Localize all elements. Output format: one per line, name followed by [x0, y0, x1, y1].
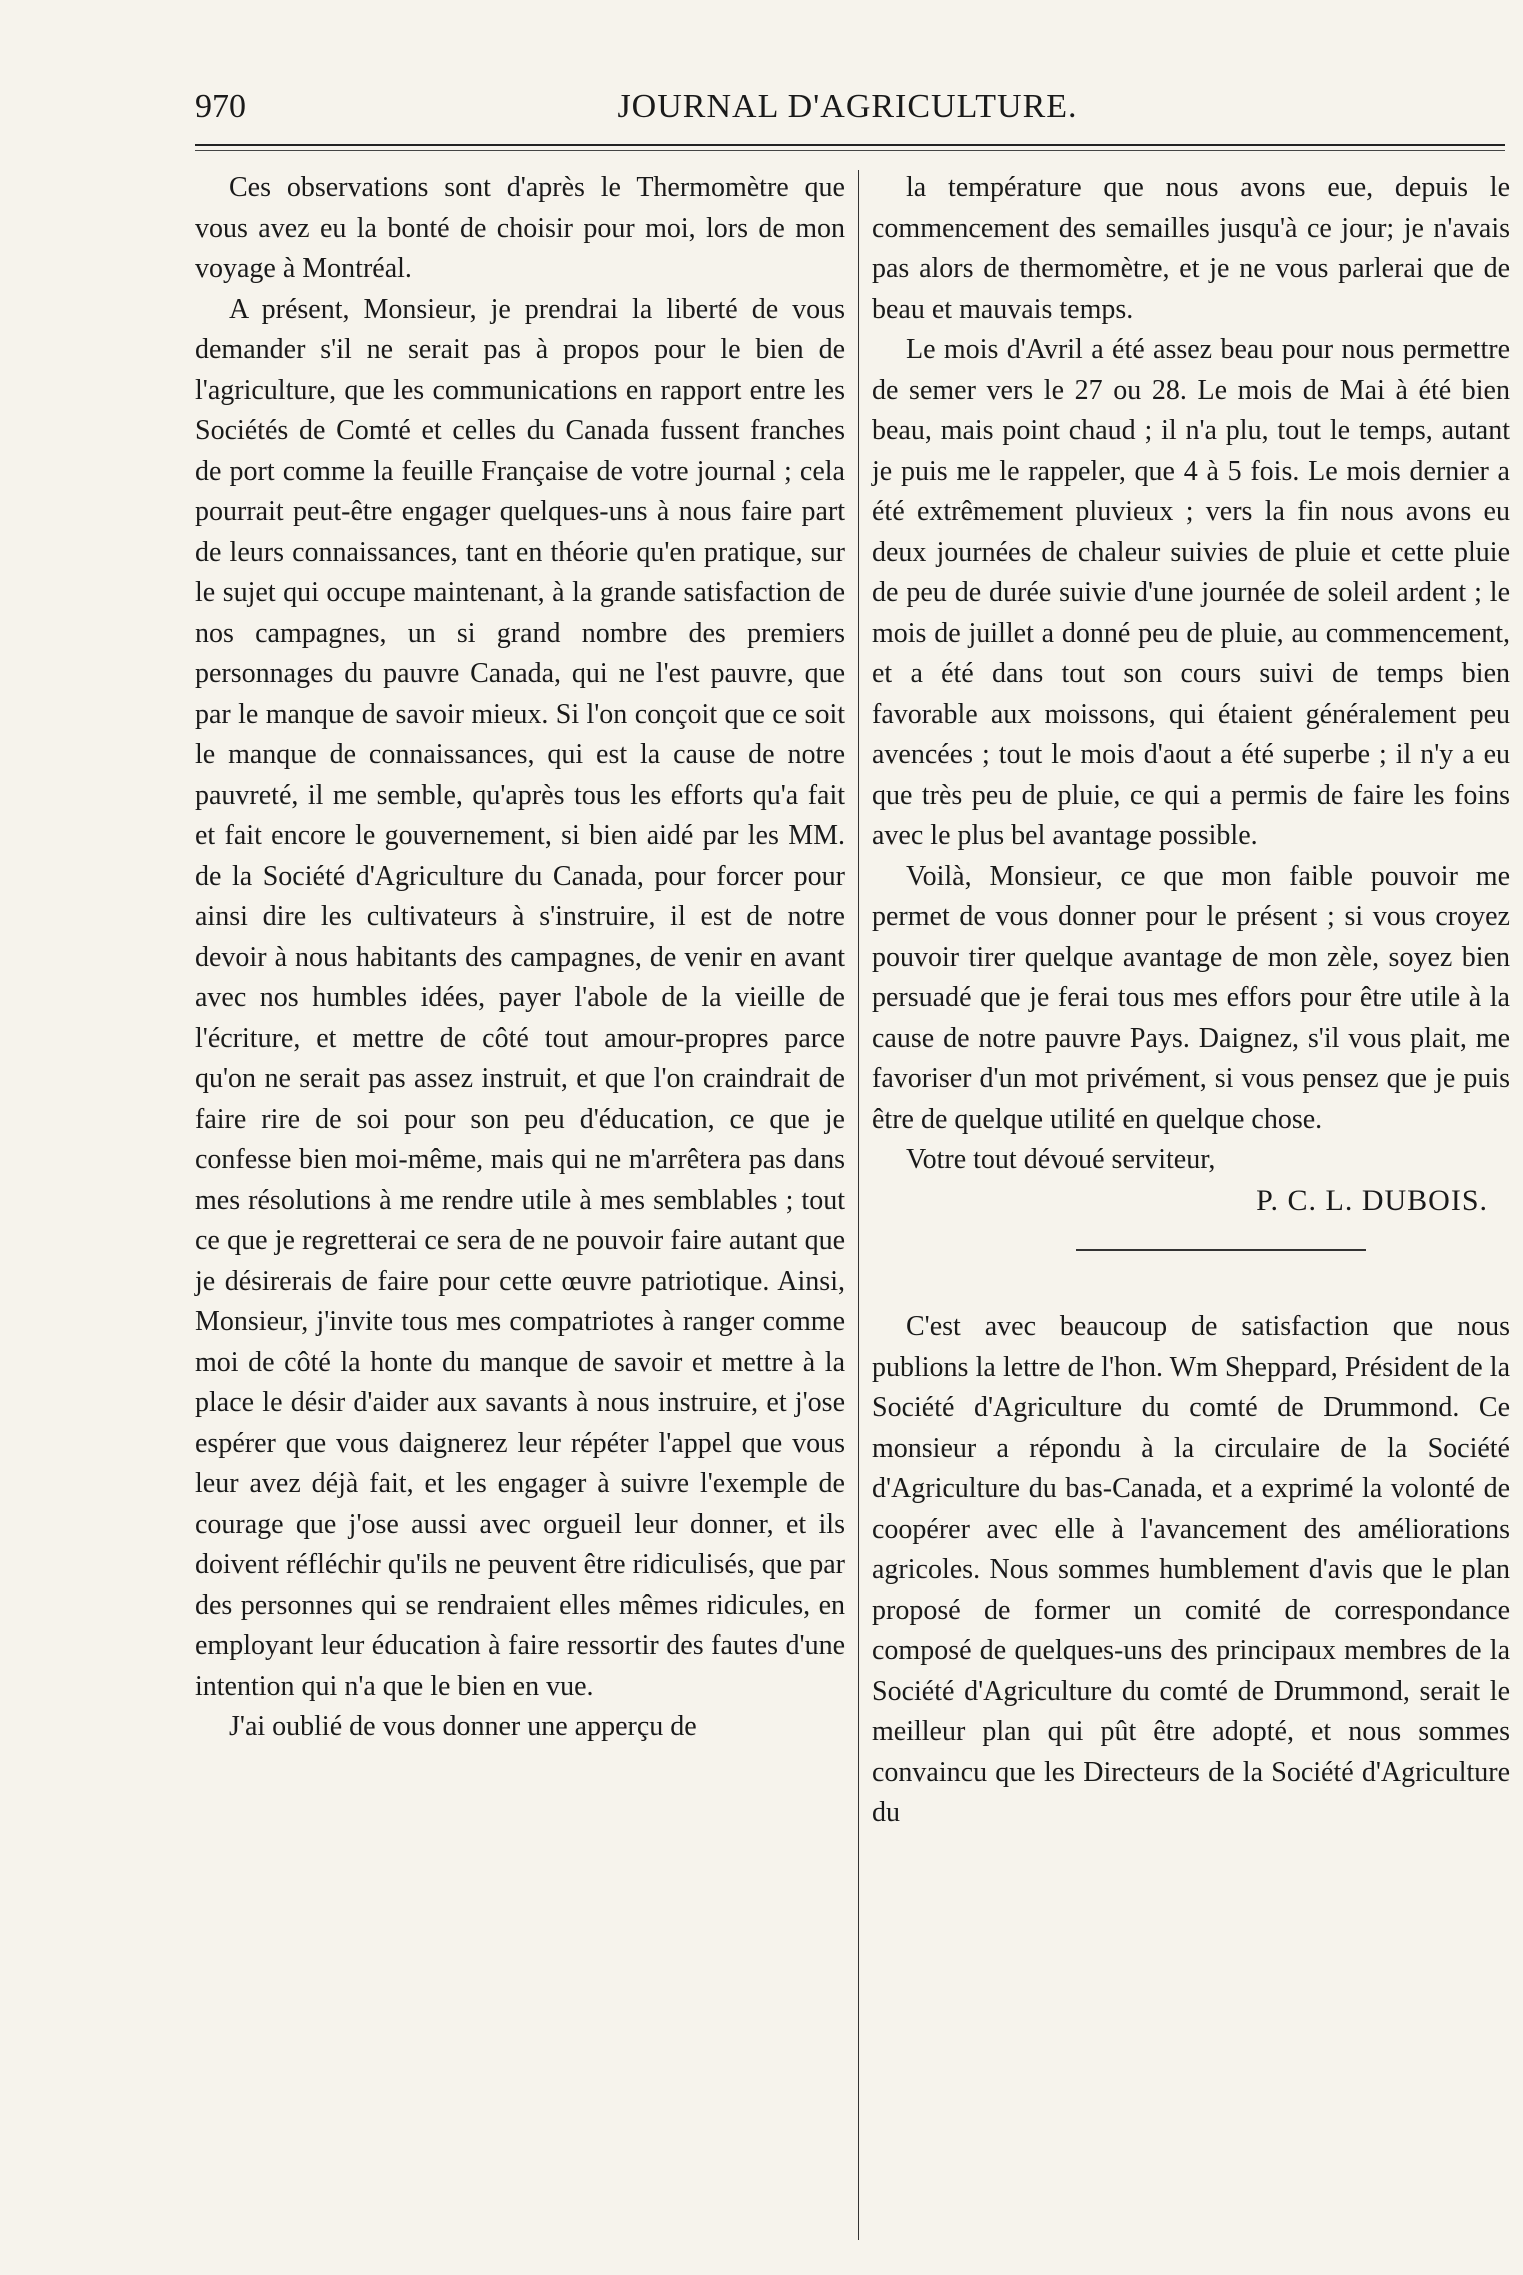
page-number: 970: [195, 88, 246, 125]
left-column: [195, 168, 845, 1748]
column-divider: [858, 170, 859, 2240]
page-header: [195, 88, 1500, 138]
paragraph-forgot: J'ai oublié de vous donner une apperçu de: [229, 1711, 697, 1742]
spacer: [872, 1251, 1510, 1307]
right-column: [872, 168, 1510, 1834]
header-rule-thin: [195, 150, 1505, 151]
signature: P. C. L. DUBOIS.: [1256, 1183, 1488, 1217]
paragraph-months: Le mois d'Avril a été assez beau pour nous permettre de semer vers le 27 ou 28. Le mois de Mai à été bien beau, mais point chaud ; il n'a plu, tout le temps, autant je puis me le rappeler, que 4 à 5 fois. Le mois dernier a été extrêmement pluvieux ; vers la fin nous avons eu deux journées de chaleur suivies de pluie et cette pluie de peu de durée suivie d'une journée de soleil ardent ; le mois de juillet a donné peu de pluie, au commencement, et a été dans tout son cours suivi de temps bien favorable aux moissons, qui étaient généralement peu avencées ; tout le mois d'aout a été superbe ; il n'y a eu que très peu de pluie, ce qui a permis de faire les foins avec le plus bel avantage possible.: [872, 334, 1510, 851]
header-rule: [195, 144, 1505, 146]
paragraph-voila: Voilà, Monsieur, ce que mon faible pouvoir me permet de vous donner pour le présent ; si vous croyez pouvoir tirer quelque avantage de mon zèle, soyez bien persuadé que je ferai tous mes effors pour être utile à la cause de notre pauvre Pays. Daignez, s'il vous plait, me favoriser d'un mot privément, si vous pensez que je puis être de quelque utilité en quelque chose.: [872, 860, 1510, 1135]
running-title: JOURNAL D'AGRICULTURE.: [617, 88, 1078, 125]
paragraph-request: A présent, Monsieur, je prendrai la liberté de vous demander s'il ne serait pas à propos pour le bien de l'agriculture, que les communications en rapport entre les Sociétés de Comté et celles du Canada fussent franches de port comme la feuille Française de votre journal ; cela pourrait peut-être engager quelques-uns à nous faire part de leurs connaissances, tant en théorie qu'en pratique, sur le sujet qui occupe maintenant, à la grande satisfaction de nos campagnes, un si grand nombre des premiers personnages du pauvre Canada, qui ne l'est pauvre, que par le manque de savoir mieux. Si l'on conçoit que ce soit le manque de connaissances, qui est la cause de notre pauvreté, il me semble, qu'après tous les efforts qu'a fait et fait encore le gouvernement, si bien aidé par les MM. de la Société d'Agriculture du Canada, pour forcer pour ainsi dire les cultivateurs à s'instruire, il est de notre devoir à nous habitants des campagnes, de venir en avant avec nos humbles idées, payer l'abole de la vieille de l'écriture, et mettre de côté tout amour-propres parce qu'on ne serait pas assez instruit, et que l'on craindrait de faire rire de soi pour son peu d'éducation, ce que je confesse bien moi-même, mais qui ne m'arrêtera pas dans mes résolutions à me rendre utile à mes semblables ; tout ce que je regretterai ce sera de ne pouvoir faire autant que je désirerais de faire pour cette œuvre patriotique. Ainsi, Monsieur, j'invite tous mes compatriotes à ranger comme moi de côté la honte du manque de savoir et mettre à la place le désir d'aider aux savants à nous instruire, et j'ose espérer que vous daignerez leur répéter l'appel que vous leur avez déjà fait, et les engager à suivre l'exemple de courage que j'ose aussi avec orgueil leur donner, et ils doivent réfléchir qu'ils ne peuvent être ridiculisés, que par des personnes qui se rendraient elles mêmes ridicules, en employant leur éducation à faire ressortir des fautes d'une intention qui n'a que le bien en vue.: [195, 293, 845, 1702]
section-separator: [1076, 1249, 1366, 1251]
closing-salutation: Votre tout dévoué serviteur,: [906, 1144, 1216, 1175]
spacer: [872, 1221, 1510, 1249]
paragraph-observations: Ces observations sont d'après le Thermomètre que vous avez eu la bonté de choisir pour moi, lors de mon voyage à Montréal.: [195, 172, 845, 284]
paragraph-editorial: C'est avec beaucoup de satisfaction que nous publions la lettre de l'hon. Wm Sheppard, Président de la Société d'Agriculture du comté de Drummond. Ce monsieur a répondu à la circulaire de la Société d'Agriculture du bas-Canada, et a exprimé la volonté de coopérer avec elle à l'avancement des améliorations agricoles. Nous sommes humblement d'avis que le plan proposé de former un comité de correspondance composé de quelques-uns des principaux membres de la Société d'Agriculture du comté de Drummond, serait le meilleur plan qui pût être adopté, et nous sommes convaincu que les Directeurs de la Société d'Agriculture du: [872, 1311, 1510, 1828]
paragraph-temperature: la température que nous avons eue, depuis le commencement des semailles jusqu'à ce jour; je n'avais pas alors de thermomètre, et je ne vous parlerai que de beau et mauvais temps.: [872, 172, 1510, 325]
